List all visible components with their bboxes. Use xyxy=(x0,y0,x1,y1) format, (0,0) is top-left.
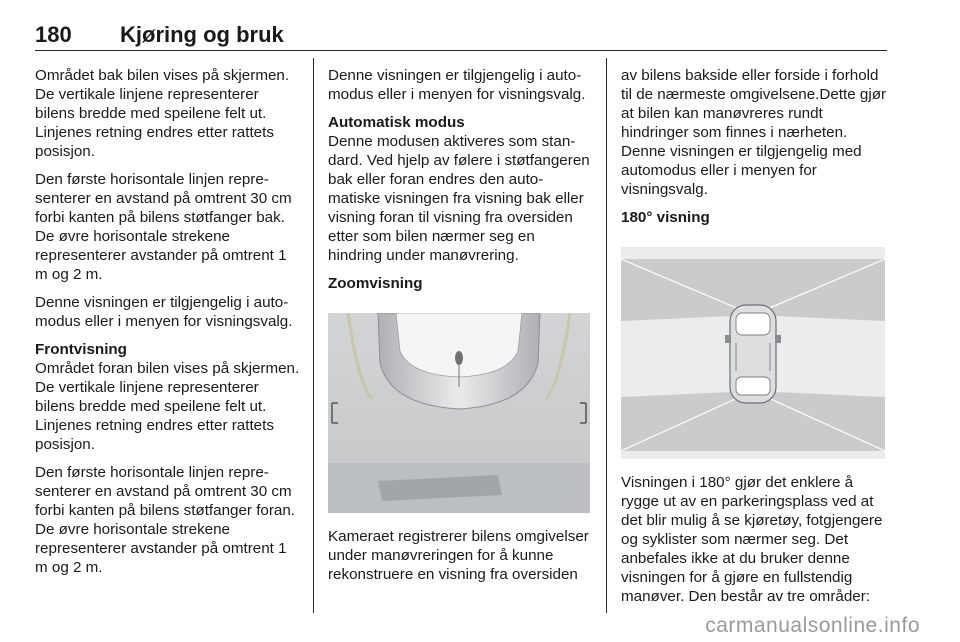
heading-zoomvisning: Zoomvisning xyxy=(328,275,423,292)
heading-frontvisning: Frontvisning xyxy=(35,341,127,358)
paragraph: Denne visningen er tilgjengelig i automodus eller i menyen for visningsvalg. xyxy=(328,67,586,103)
paragraph: Denne visningen er tilgjengelig i automodus eller i menyen for visningsvalg. xyxy=(35,294,293,330)
paragraph: Området bak bilen vises på skjermen. De vertikale linjene representerer bilens bredde med speilene felt ut. Linjenes retning endres etter rattets posisjon. xyxy=(35,67,290,160)
column-3 xyxy=(621,66,889,615)
paragraph: Den første horisontale linjen representerer en avstand på omtrent 30 cm forbi kanten på bilens støtfanger foran. De øvre horisontale strekene representerer avstander på omtrent 1 m og 2 m. xyxy=(35,464,296,576)
page-number: 180 xyxy=(35,22,72,47)
column-2 xyxy=(328,66,590,593)
column-divider xyxy=(313,58,314,613)
paragraph: av bilens bakside eller forside i forhold til de nærmeste omgivelsene.Dette gjør at bilen kan manøvreres rundt hindringer som finnes i nærheten. Denne visningen er tilgjengelig med automodus eller i menyen for visningsvalg. xyxy=(621,67,887,198)
section-title: Kjøring og bruk xyxy=(120,22,284,47)
heading-automatisk-modus: Automatisk modus xyxy=(328,114,465,131)
paragraph: Området foran bilen vises på skjermen. De vertikale linjene representerer bilens bredde med speilene felt ut. Linjenes retning endres etter rattets posisjon. xyxy=(35,360,300,453)
zoom-view-illustration xyxy=(328,313,590,513)
paragraph: Denne modusen aktiveres som standard. Ved hjelp av følere i støtfangeren bak eller foran endres den automatiske visningen fra visning bak eller visning foran til visning fra oversiden etter som bilen nærmer seg en hindring under manøvrering. xyxy=(328,133,590,264)
header-rule xyxy=(35,50,887,51)
column-1 xyxy=(35,66,301,586)
180-view-illustration xyxy=(621,247,885,459)
watermark: carmanualsonline.info xyxy=(705,614,920,637)
heading-180-visning: 180° visning xyxy=(621,209,710,226)
paragraph: Kameraet registrerer bilens omgivelser under manøvreringen for å kunne rekonstruere en visning fra oversiden xyxy=(328,528,589,583)
paragraph: Visningen i 180° gjør det enklere å rygge ut av en parkeringsplass ved at det blir mulig å se kjøretøy, fotgjengere og syklister som nærmer seg. Det anbefales ikke at du bruker denne visningen for å gjøre en fullstendig manøver. Den består av tre områder: xyxy=(621,474,883,605)
paragraph: Den første horisontale linjen representerer en avstand på omtrent 30 cm forbi kanten på bilens støtfanger bak. De øvre horisontale strekene representerer avstander på omtrent 1 m og 2 m. xyxy=(35,171,292,283)
column-divider xyxy=(606,58,607,613)
